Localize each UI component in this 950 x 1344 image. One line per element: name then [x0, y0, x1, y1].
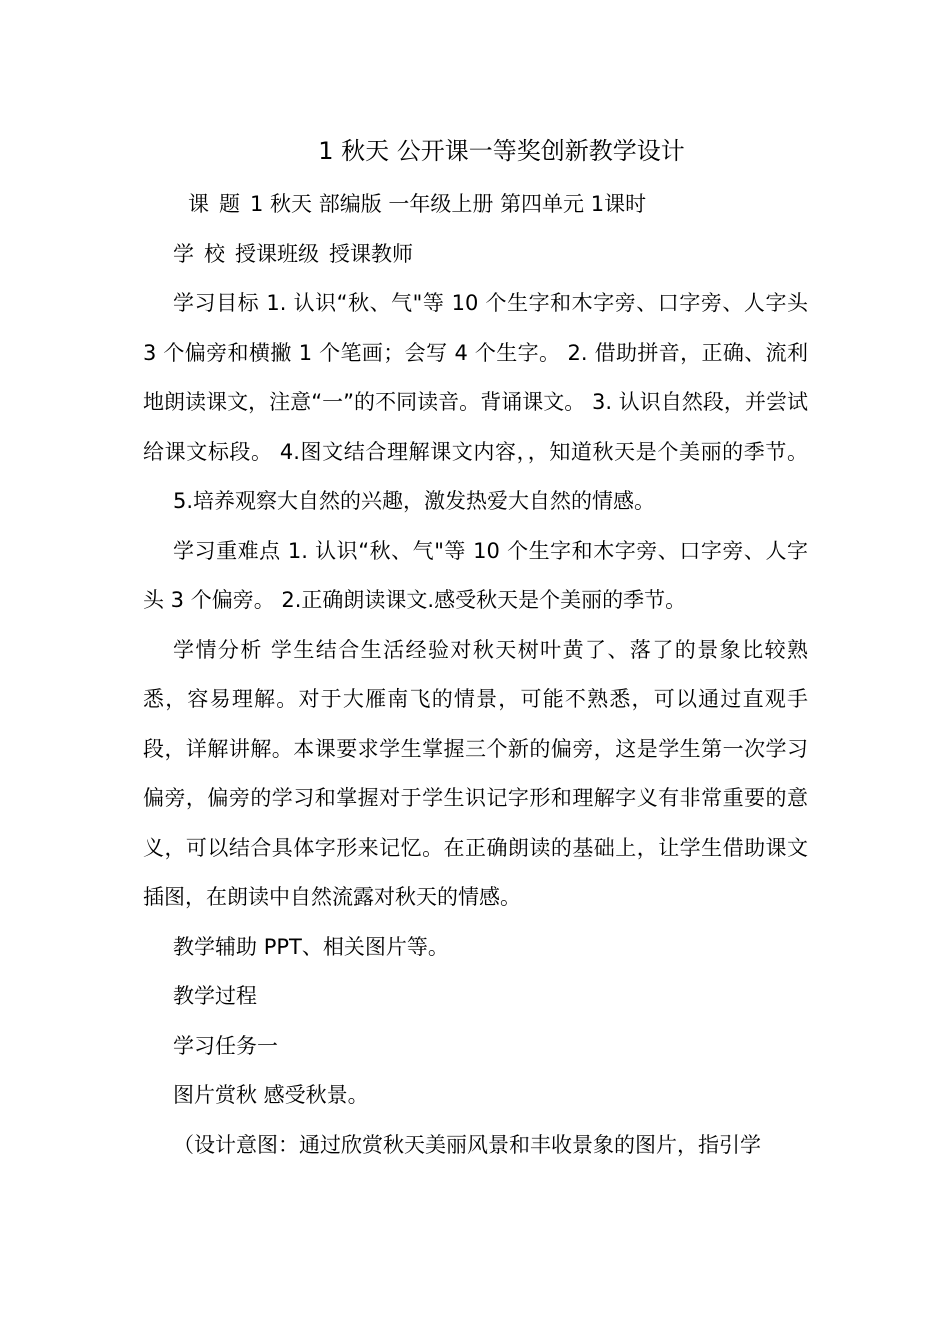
school-label-2: 校	[204, 241, 225, 266]
goals-label: 学习目标	[173, 291, 260, 315]
teacher-label: 授课教师	[329, 241, 413, 266]
class-label: 授课班级	[235, 241, 319, 266]
document-title: 1 秋天 公开课一等奖创新教学设计	[318, 137, 685, 165]
analysis-paragraph	[143, 626, 808, 923]
school-line	[143, 230, 808, 280]
task-heading: 学习任务一	[173, 1033, 278, 1058]
difficulty-paragraph	[143, 527, 808, 626]
goals-paragraph	[143, 279, 808, 527]
task-title: 图片赏秋 感受秋景。	[173, 1083, 369, 1107]
difficulty-text: 1. 认识“秋、气"等 10 个生字和木字旁、口字旁、人字头 3 个偏旁。 2.正确朗读课文.感受秋天是个美丽的季节。	[143, 538, 808, 612]
analysis-label: 学情分析	[173, 637, 263, 662]
topic-value: 1 秋天 部编版 一年级上册 第四单元 1课时	[250, 192, 647, 216]
goals-text-1: 1. 认识“秋、气"等 10 个生字和木字旁、口字旁、人字头 3 个偏旁和横撇 1 个笔画；会写 4 个生字。 2. 借助拼音，正确、流利地朗读课文，注意“一”的不同读音。背诵课文。 3. 认识自然段，并尝试给课文标段。 4.图文结合理解课文内容，，知道秋天是个美丽的季节。	[143, 291, 809, 464]
analysis-text: 学生结合生活经验对秋天树叶黄了、落了的景象比较熟悉，容易理解。对于大雁南飞的情景，可能不熟悉，可以通过直观手段，详解讲解。本课要求学生掌握三个新的偏旁，这是学生第一次学习偏旁，偏旁的学习和掌握对于学生识记字形和理解字义有非常重要的意义，可以结合具体字形来记忆。在正确朗读的基础上，让学生借助课文插图，在朗读中自然流露对秋天的情感。	[143, 637, 809, 909]
document-body	[143, 128, 808, 1170]
design-intent: （设计意图：通过欣赏秋天美丽风景和丰收景象的图片，指引学	[173, 1132, 761, 1157]
aids-label: 教学辅助	[173, 934, 257, 959]
goals-text-2: 5.培养观察大自然的兴趣，激发热爱大自然的情感。	[173, 489, 656, 513]
school-label: 学	[173, 241, 194, 266]
aids-paragraph	[143, 923, 808, 973]
topic-label-2: 题	[219, 192, 240, 216]
topic-label: 课	[188, 192, 209, 216]
aids-text: PPT、相关图片等。	[263, 934, 449, 959]
difficulty-label: 学习重难点	[173, 538, 281, 563]
process-heading: 教学过程	[173, 984, 257, 1008]
topic-line	[143, 180, 808, 230]
